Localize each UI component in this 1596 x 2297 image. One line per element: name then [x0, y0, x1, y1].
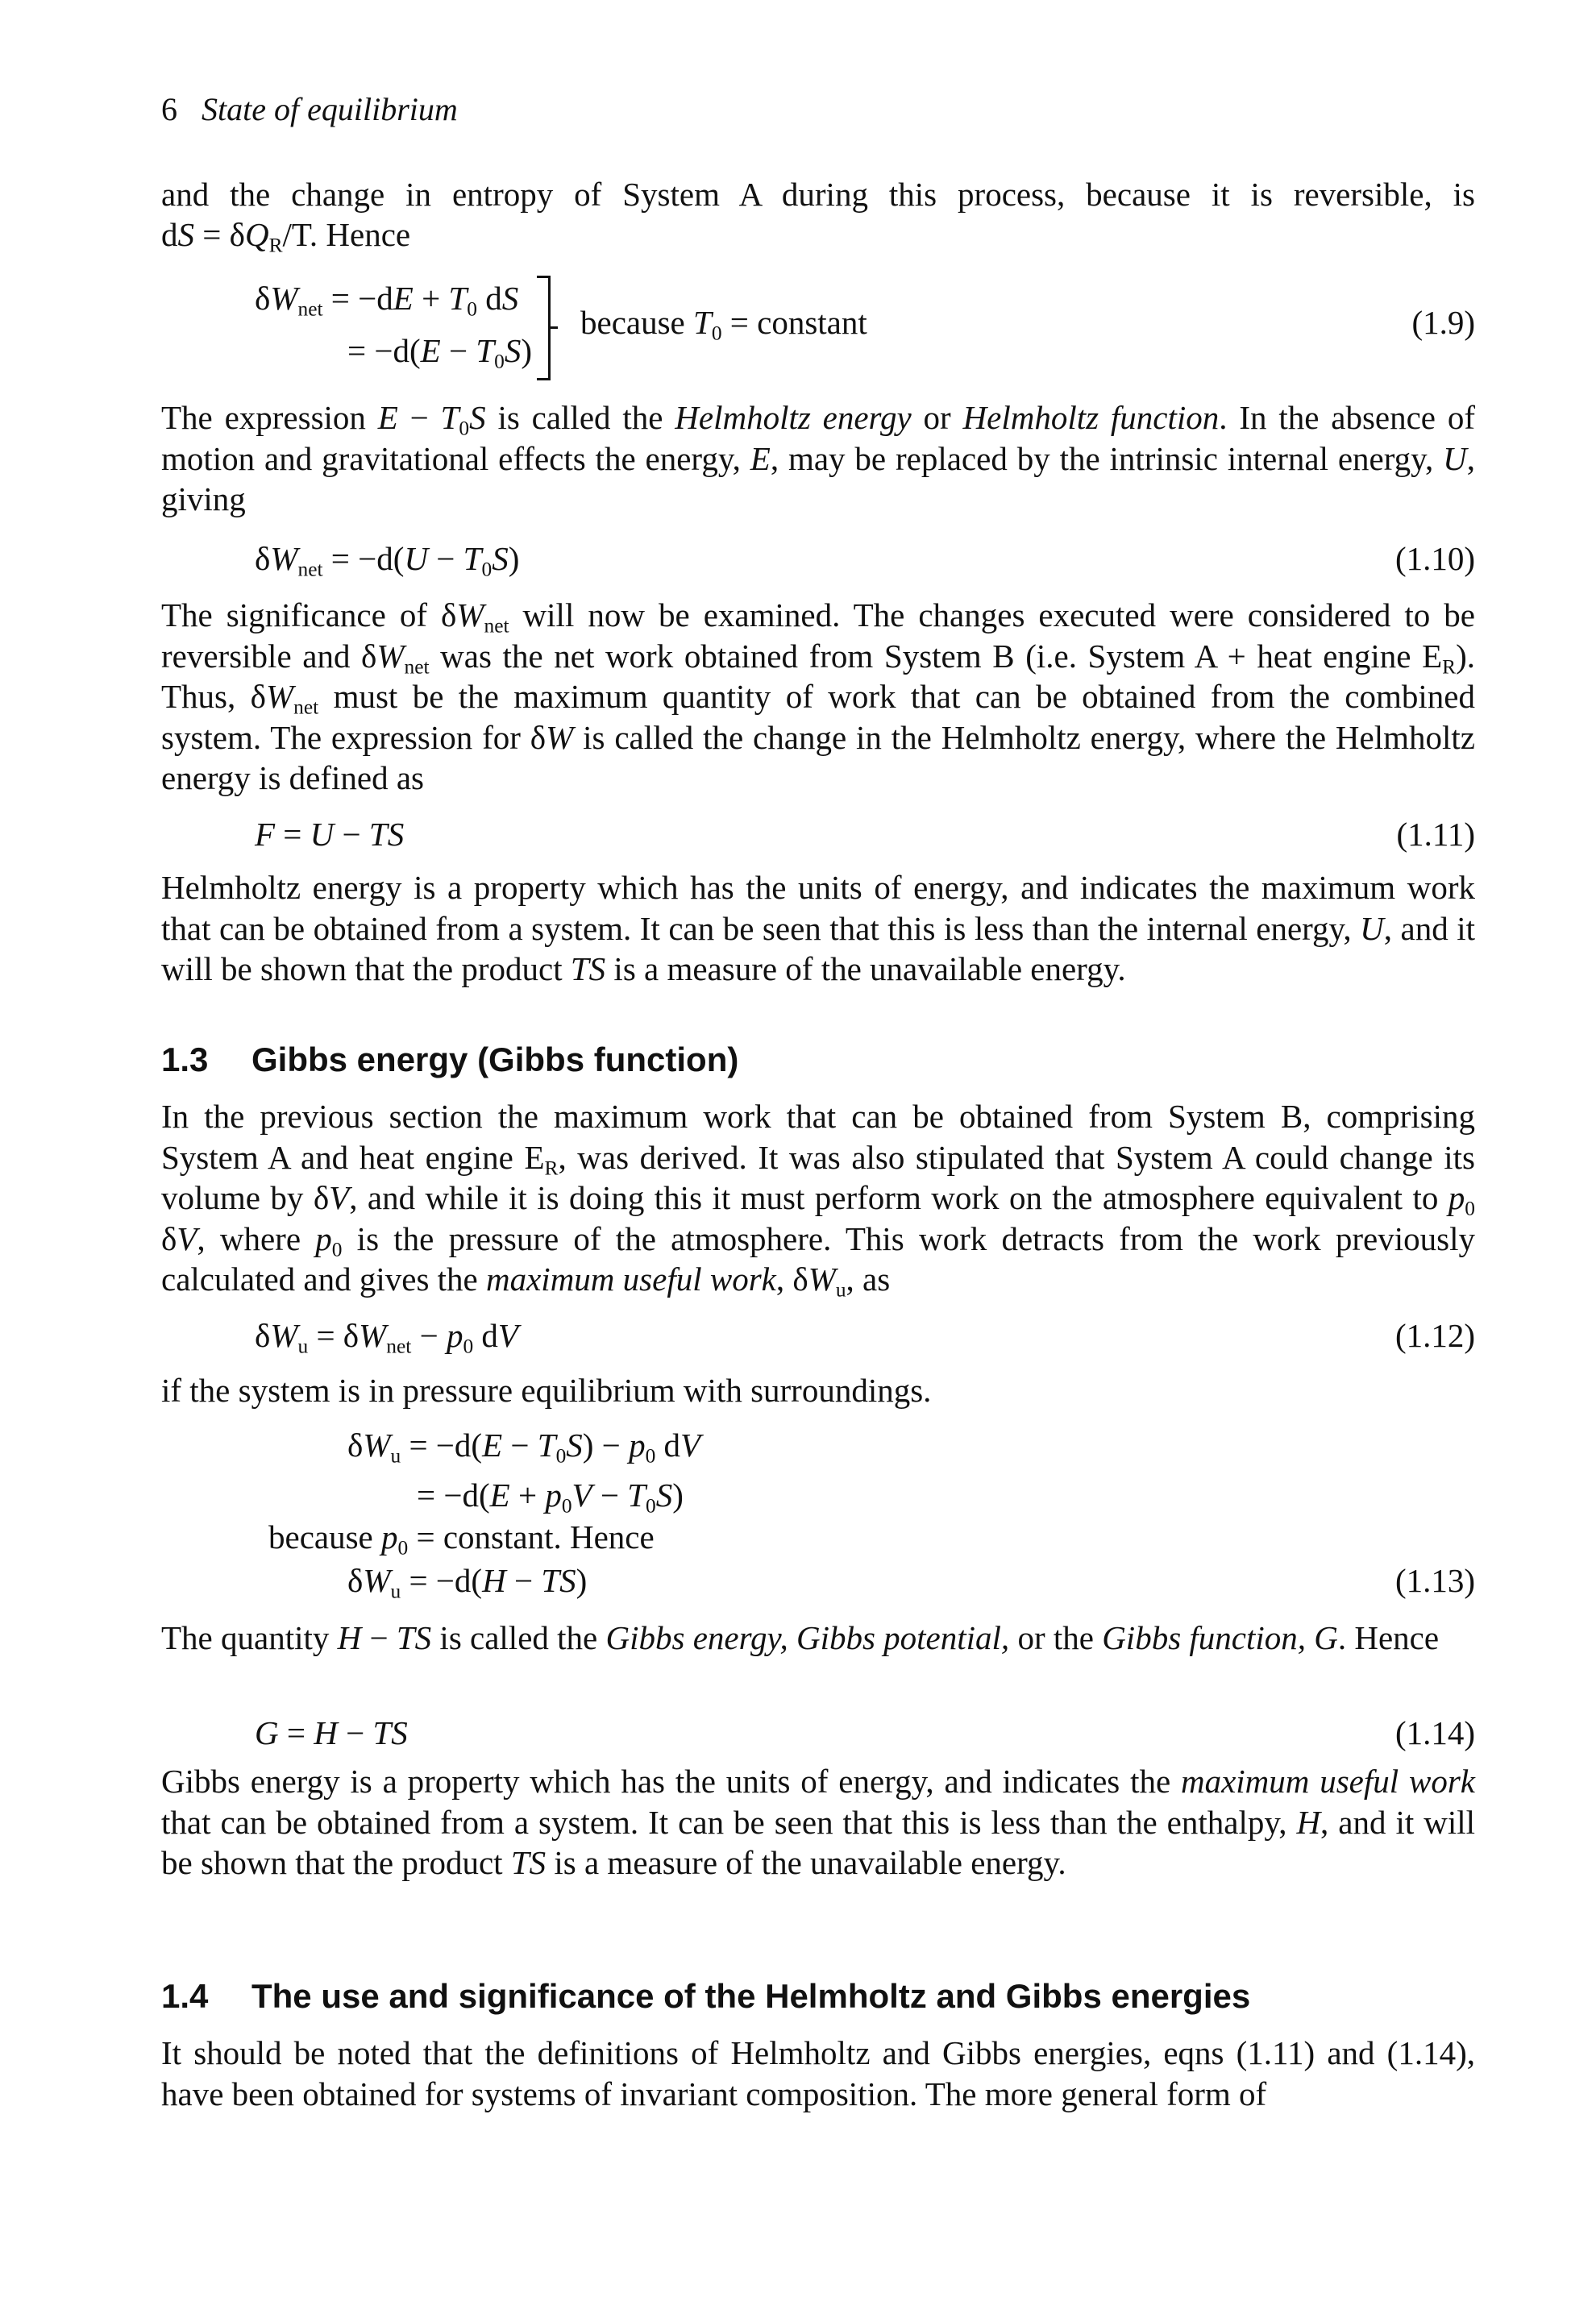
section-title: Gibbs energy (Gibbs function): [251, 1041, 739, 1078]
paragraph-7: The quantity H − TS is called the Gibbs energy, Gibbs potential, or the Gibbs function, G. Hence: [161, 1619, 1440, 1656]
equation-1-11-number: (1.11): [1396, 816, 1475, 853]
paragraph-8: Gibbs energy is a property which has the units of energy, and indicates the maximum useful work that can be obtained from a system. It can be seen that this is less than the enthalpy, H, and it will be shown that the product TS is a measure of the unavailable energy.: [161, 1763, 1475, 1881]
equation-1-12: $\delta W_u = \delta W_{net} - p_0$ dV: [255, 1317, 518, 1358]
equation-1-13-line-1: $\delta W_u = -d(E - T_0S) - p_0$ dV: [347, 1427, 701, 1468]
equation-1-9-line-2: = $-d(E - T_0S)$: [347, 332, 532, 373]
header-title: State of equilibrium: [202, 91, 458, 127]
paragraph-5: In the previous section the maximum work that can be obtained from System B, comprising System A and heat engine $E_R$, was derived. It was also stipulated that System A could change its volume by δV, and while it is doing this it must perform work on the atmosphere equivalent to $p_0$ δV, where $p_0$ is the pressure of the atmosphere. This work detracts from the work previously calculated and gives the maximum useful work, $\delta W_u$, as: [161, 1098, 1475, 1302]
equation-1-13-line-2: = $-d(E + p_0V - T_0S)$: [417, 1477, 684, 1518]
section-heading-1-3: [161, 1040, 738, 1080]
paragraph-2: The expression $E - T_0S$ is called the Helmholtz energy or Helmholtz function. In the absence of motion and gravitational effects the energy, E, may be replaced by the intrinsic internal energy, U, giving: [161, 399, 1475, 517]
paragraph-9: It should be noted that the definitions of Helmholtz and Gibbs energies, eqns (1.11) and (1.14), have been obtained for systems of invariant composition. The more general form of: [161, 2034, 1475, 2112]
equation-1-14: G = H − TS: [255, 1714, 408, 1751]
page-number: 6: [161, 91, 177, 127]
section-title: The use and significance of the Helmholtz and Gibbs energies: [251, 1977, 1251, 2015]
section-number: 1.4: [161, 1977, 209, 2015]
equation-1-14-number: (1.14): [1394, 1714, 1475, 1751]
paragraph-1-line-2: dS = $\delta Q_R/T$. Hence: [161, 216, 411, 257]
section-number: 1.3: [161, 1041, 209, 1078]
section-heading-1-4: [161, 1976, 1250, 2017]
paragraph-6: if the system is in pressure equilibrium with surroundings.: [161, 1372, 932, 1409]
equation-1-10-number: (1.10): [1394, 540, 1475, 577]
equation-1-9-note: because $T_0$ = constant: [580, 304, 867, 345]
equation-1-9-line-1: $\delta W_{net} = -dE + T_0$ dS: [255, 280, 519, 321]
running-header: [161, 90, 458, 128]
equation-1-12-number: (1.12): [1394, 1317, 1475, 1354]
equation-brace: [537, 276, 551, 380]
paragraph-4: Helmholtz energy is a property which has the units of energy, and indicates the maximum work that can be obtained from a system. It can be seen that this is less than the internal energy, U, and it will be shown that the product TS is a measure of the unavailable energy.: [161, 869, 1475, 987]
equation-1-11: F = U − TS: [255, 816, 405, 853]
equation-1-13-because: because $p_0$ = constant. Hence: [268, 1518, 655, 1560]
equation-1-13-line-3: $\delta W_u = -d(H - TS)$: [347, 1562, 588, 1603]
equation-1-13-number: (1.13): [1394, 1562, 1475, 1599]
paragraph-3: The significance of $\delta W_{net}$ will now be examined. The changes executed were considered to be reversible and $\delta W_{net}$ was the net work obtained from System B (i.e. System A + heat engine $E_R$). Thus, $\delta W_{net}$ must be the maximum quantity of work that can be obtained from the combined system. The expression for δW is called the change in the Helmholtz energy, where the Helmholtz energy is defined as: [161, 596, 1476, 796]
paragraph-1-line-1: and the change in entropy of System A during this process, because it is reversible, is: [161, 176, 1475, 213]
equation-1-10: $\delta W_{net} = -d(U - T_0S)$: [255, 540, 520, 581]
equation-1-9-number: (1.9): [1411, 304, 1475, 341]
